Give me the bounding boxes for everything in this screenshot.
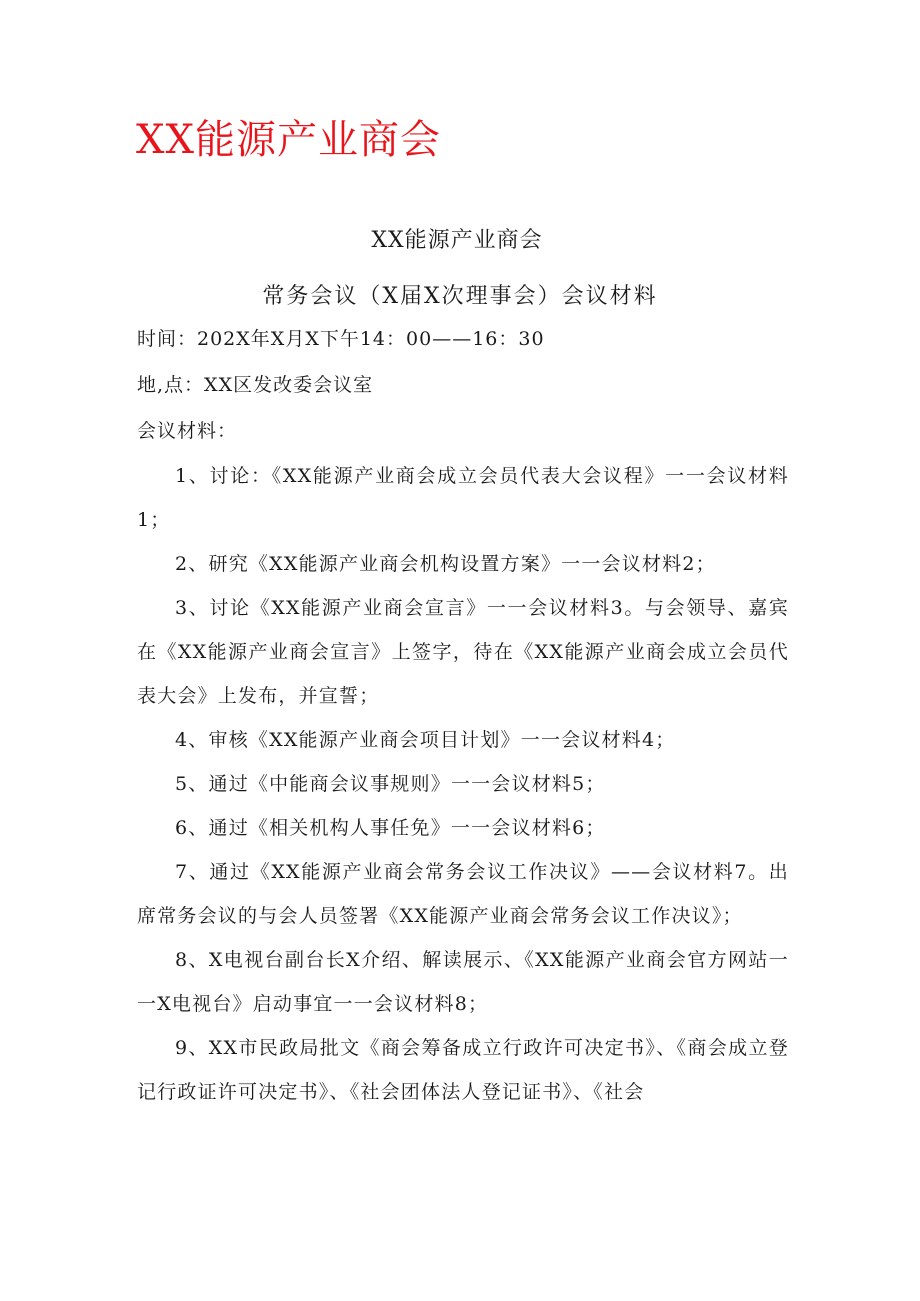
materials-list — [137, 454, 789, 1114]
list-item: 4、审核《XX能源产业商会项目计划》一一会议材料4； — [175, 729, 676, 751]
document-title-line-1: XX能源产业商会 — [371, 228, 543, 253]
list-item: 5、通过《中能商会议事规则》一一会议材料5； — [175, 773, 606, 795]
list-item: 2、研究《XX能源产业商会机构设置方案》一一会议材料2； — [175, 553, 716, 575]
list-item: 9、XX市民政局批文《商会筹备成立行政许可决定书》、《商会成立登记行政证许可决定书》、《社会团体法人登记证书》、《社会 — [137, 1037, 789, 1103]
org-header: XX能源产业商会 — [136, 117, 441, 163]
list-item: 3、讨论《XX能源产业商会宣言》一一会议材料3。与会领导、嘉宾在《XX能源产业商会宣言》上签字，待在《XX能源产业商会成立会员代表大会》上发布，并宣誓； — [137, 597, 789, 707]
list-item: 1、讨论：《XX能源产业商会成立会员代表大会议程》一一会议材料1； — [137, 465, 789, 531]
document-title-line-2: 常务会议（X届X次理事会）会议材料 — [262, 284, 658, 309]
meeting-time: 时间：202X年X月X下午14：00——16：30 — [137, 328, 545, 350]
list-item: 7、通过《XX能源产业商会常务会议工作决议》——会议材料7。出席常务会议的与会人员签署《XX能源产业商会常务会议工作决议》； — [137, 861, 789, 927]
list-item: 8、X电视台副台长X介绍、解读展示、《XX能源产业商会官方网站一一X电视台》启动事宜一一会议材料8； — [137, 949, 789, 1015]
list-item: 6、通过《相关机构人事任免》一一会议材料6； — [175, 817, 606, 839]
materials-label: 会议材料： — [137, 420, 238, 442]
meeting-place: 地,点：XX区发改委会议室 — [137, 374, 374, 396]
